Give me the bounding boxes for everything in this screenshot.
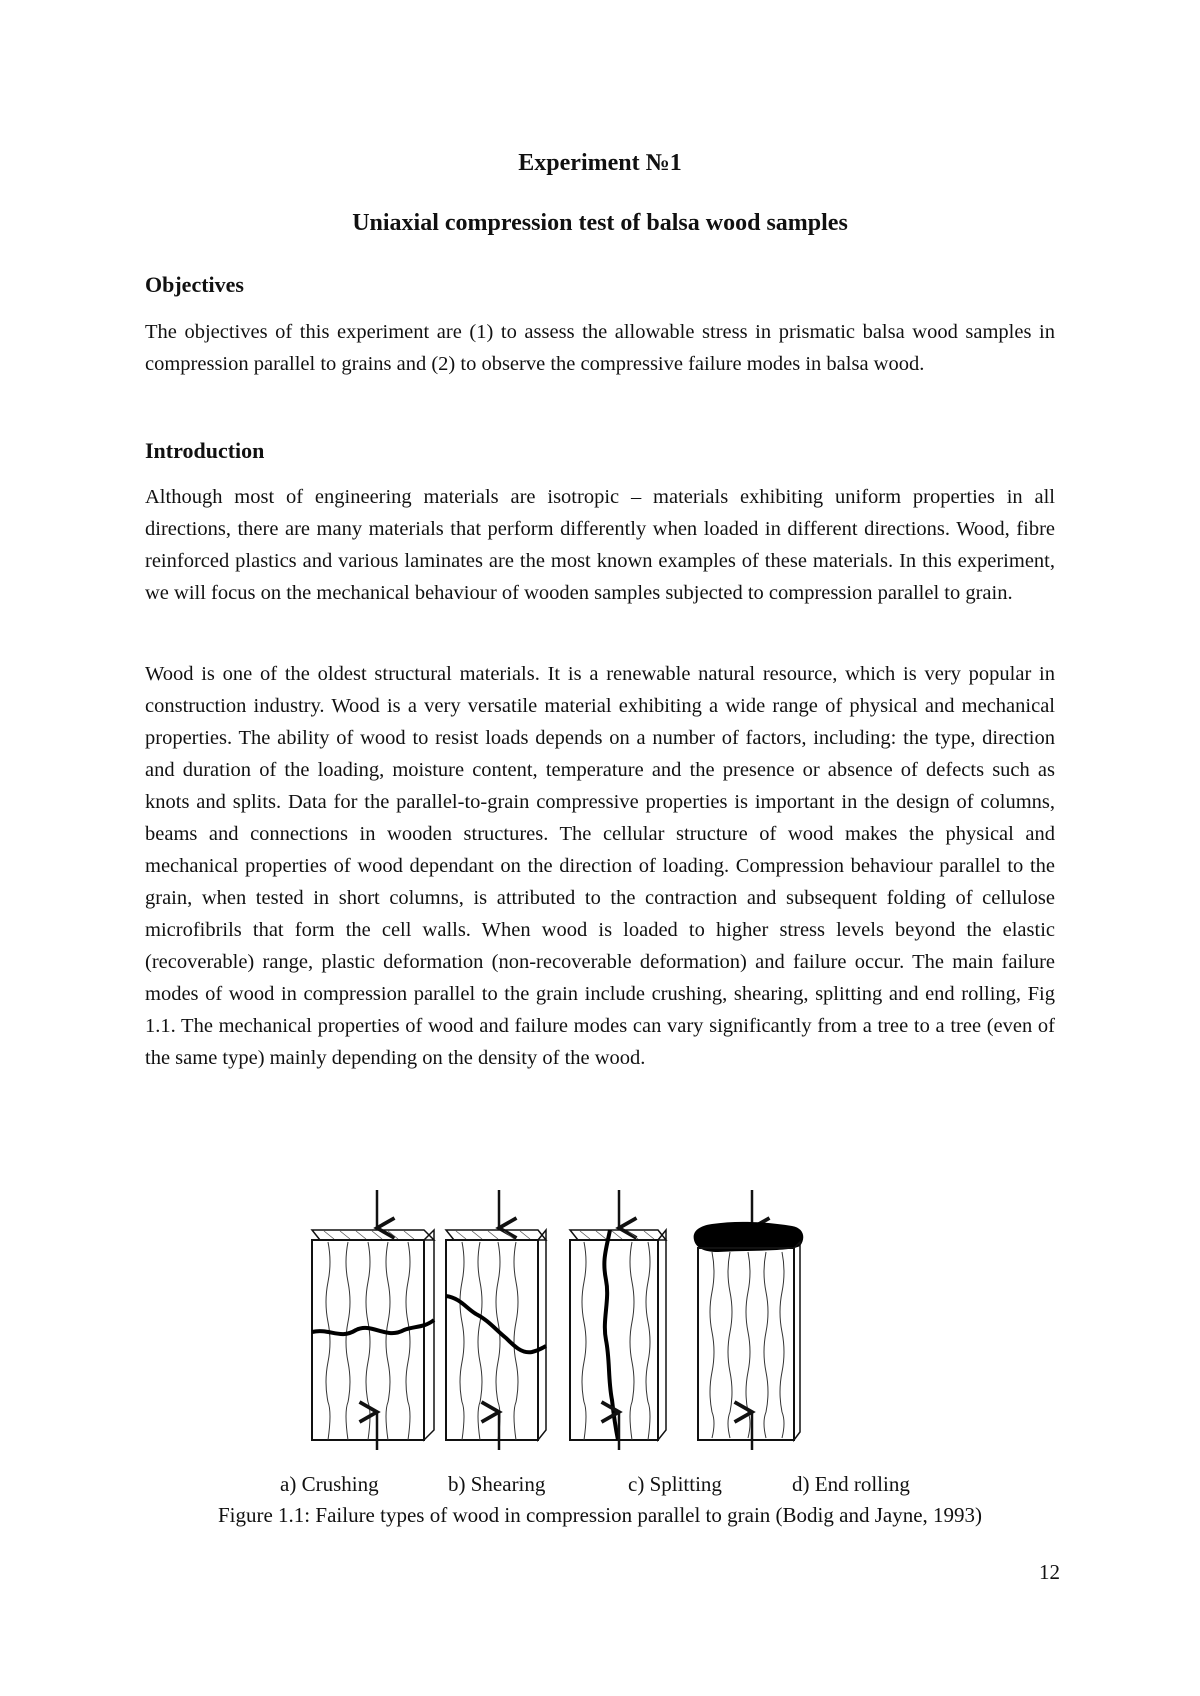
document-title: Experiment №1 xyxy=(518,150,682,176)
subcaption-end-rolling: d) End rolling xyxy=(792,1472,910,1496)
subcaption-shearing: b) Shearing xyxy=(448,1472,546,1496)
subcaption-crushing: a) Crushing xyxy=(280,1472,379,1496)
figure-caption: Figure 1.1: Failure types of wood in compression parallel to grain (Bodig and Jayne, 1993) xyxy=(217,1503,983,1527)
crushing-sample-icon xyxy=(312,1190,434,1440)
subcaption-splitting: c) Splitting xyxy=(628,1472,722,1496)
introduction-paragraph-2: Wood is one of the oldest structural materials. It is a renewable natural resource, which is very popular in construction industry. Wood is a very versatile material exhibiting a wide range of physical and mechanical properties. The ability of wood to resist loads depends on a number of factors, including: the type, direction and duration of the loading, moisture content, temperature and the presence or absence of defects such as knots and splits. Data for the parallel-to-grain compressive properties is important in the design of columns, beams and connections in wooden structures. The cellular structure of wood makes the physical and mechanical properties of wood dependant on the direction of loading. Compression behaviour parallel to the grain, when tested in short columns, is attributed to the contraction and subsequent folding of cellulose microfibrils that form the cell walls. When wood is loaded to higher stress levels beyond the elastic (recoverable) range, plastic deformation (non-recoverable deformation) and failure occur. The main failure modes of wood in compression parallel to the grain include crushing, shearing, splitting and end rolling, Fig 1.1. The mechanical properties of wood and failure modes can vary significantly from a tree to a tree (even of the same type) mainly depending on the density of the wood. xyxy=(145,663,1055,1069)
document-subtitle: Uniaxial compression test of balsa wood samples xyxy=(352,210,848,236)
splitting-sample-icon xyxy=(570,1190,666,1440)
section-heading-introduction: Introduction xyxy=(145,438,265,463)
shearing-sample-icon xyxy=(446,1190,546,1440)
page-number: 12 xyxy=(1039,1560,1060,1584)
objectives-paragraph: The objectives of this experiment are (1) to assess the allowable stress in prismatic balsa wood samples in compression parallel to grains and (2) to observe the compressive failure modes in balsa wood. xyxy=(145,321,1055,375)
failure-modes-figure xyxy=(300,1180,900,1450)
section-heading-objectives: Objectives xyxy=(145,272,244,297)
introduction-paragraph-1: Although most of engineering materials are isotropic – materials exhibiting uniform properties in all directions, there are many materials that perform differently when loaded in different directions. Wood, fibre reinforced plastics and various laminates are the most known examples of these materials. In this experiment, we will focus on the mechanical behaviour of wooden samples subjected to compression parallel to grain. xyxy=(145,486,1055,604)
end-rolling-sample-icon xyxy=(694,1190,804,1440)
figure-subcaptions xyxy=(0,1472,1200,1502)
